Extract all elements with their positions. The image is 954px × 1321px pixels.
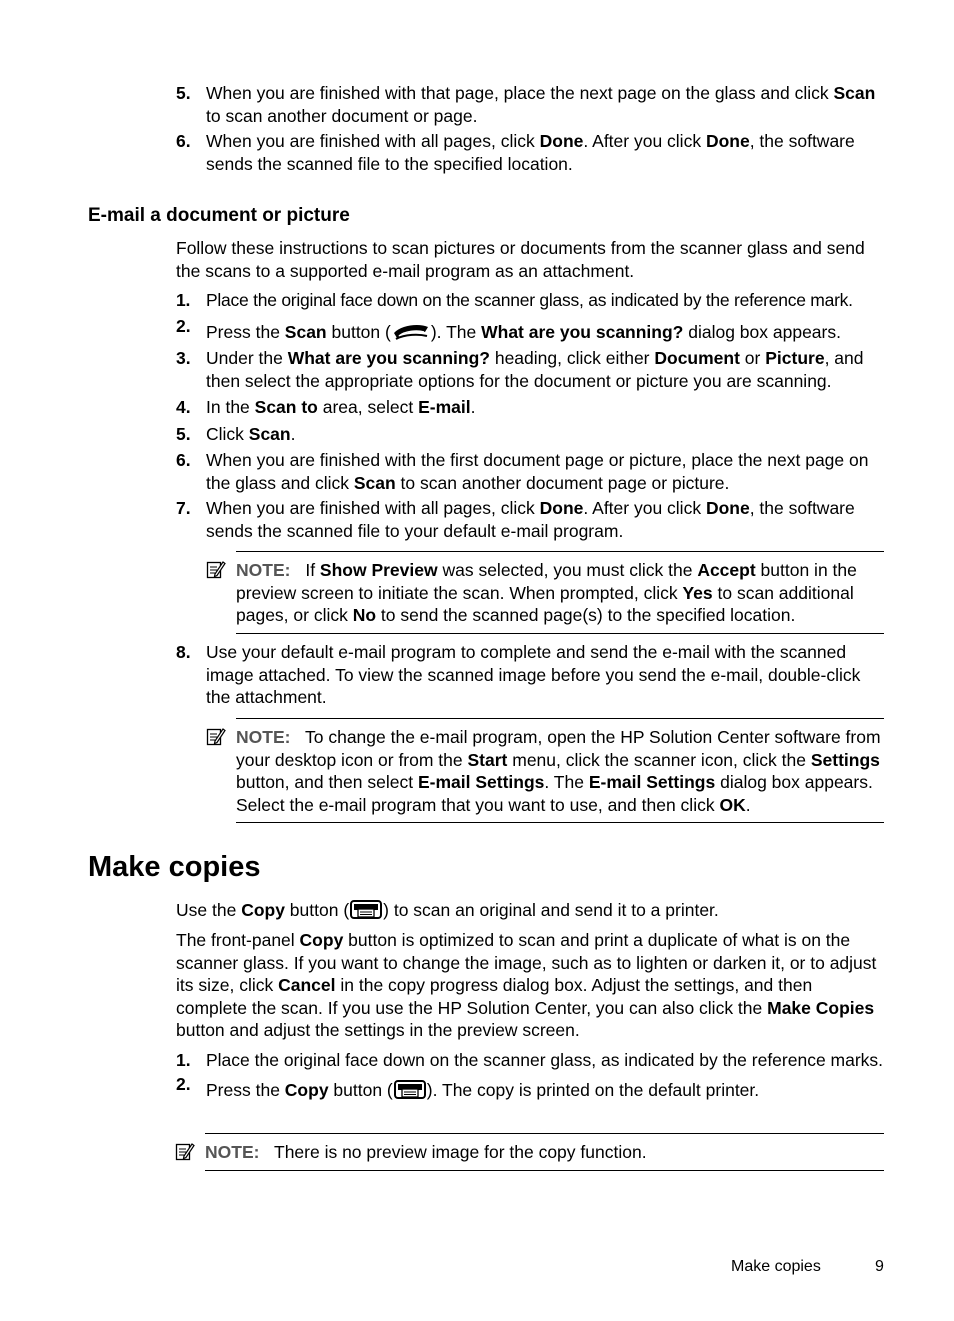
list-item: 5. When you are finished with that page, place the next page on the glass and click Scan to scan another document or page. xyxy=(176,83,876,126)
intro-paragraph: Follow these instructions to scan pictures or documents from the scanner glass and send the scans to a supported e-mail program as an attachment. xyxy=(176,238,865,281)
copy-button-icon xyxy=(349,898,383,920)
top-step-list xyxy=(176,82,886,175)
section-heading: E-mail a document or picture xyxy=(88,205,350,226)
list-item: 6. When you are finished with all pages, click Done. After you click Done, the software sends the scanned file to the specified location. xyxy=(176,131,855,174)
list-item: 7. When you are finished with all pages, click Done. After you click Done, the software sends the scanned file to your default e-mail program. xyxy=(176,498,855,541)
note-pencil-icon xyxy=(175,1141,195,1161)
note-pencil-icon xyxy=(206,726,226,746)
list-item: 6. When you are finished with the first document page or picture, place the next page on the glass and click Scan to scan another document page or picture. xyxy=(176,450,869,493)
list-item: 3. Under the What are you scanning? heading, click either Document or Picture, and then select the appropriate options for the document or picture you are scanning. xyxy=(176,348,864,391)
list-item: 2. Press the Scan button ( ). The What are you scanning? dialog box appears. xyxy=(176,315,841,342)
copy-step-list xyxy=(176,1049,886,1101)
list-item: 1. Place the original face down on the scanner glass, as indicated by the reference mark. xyxy=(176,290,853,310)
list-item: 4. In the Scan to area, select E-mail. xyxy=(176,397,476,417)
footer-section-title: Make copies xyxy=(731,1258,821,1275)
note-box: NOTE: There is no preview image for the copy function. xyxy=(205,1133,884,1171)
email-step-list xyxy=(176,289,886,542)
email-step-list-continued xyxy=(176,641,886,709)
scan-button-icon xyxy=(391,320,431,342)
list-item: 8. Use your default e-mail program to complete and send the e-mail with the scanned image attached. To view the scanned image before you send the e-mail, double-click the attachment. xyxy=(176,642,861,707)
copy-button-icon xyxy=(393,1078,427,1100)
list-item: 5. Click Scan. xyxy=(176,423,296,444)
note-box: NOTE: To change the e-mail program, open the HP Solution Center software from your desktop icon or from the Start menu, click the scanner icon, click the Settings button, and then select E-mail Settings. The E-mail Settings dialog box appears. Select the e-mail program that you want to use, and then click OK. xyxy=(236,718,884,823)
copy-description-paragraph: The front-panel Copy button is optimized to scan and print a duplicate of what is on the scanner glass. If you want to change the image, such as to lighten or darken it, or to adjust its size, click Cancel in the copy progress dialog box. Adjust the settings, and then complete the scan. If you use the HP Solution Center, you can also click the Make Copies button and adjust the settings in the preview screen. xyxy=(176,930,877,1040)
chapter-heading: Make copies xyxy=(88,851,261,883)
note-box: NOTE: If Show Preview was selected, you must click the Accept button in the preview screen to initiate the scan. When prompted, click Yes to scan additional pages, or click No to send the scanned page(s) to the specified location. xyxy=(236,551,884,634)
list-item: 2. Press the Copy button ( ). The copy is printed on the default printer. xyxy=(176,1073,760,1100)
copy-intro-paragraph: Use the Copy button ( ) to scan an original and send it to a printer. xyxy=(176,900,719,920)
list-item: 1. Place the original face down on the scanner glass, as indicated by the reference marks. xyxy=(176,1050,884,1070)
page-number: 9 xyxy=(875,1258,884,1275)
note-pencil-icon xyxy=(206,559,226,579)
